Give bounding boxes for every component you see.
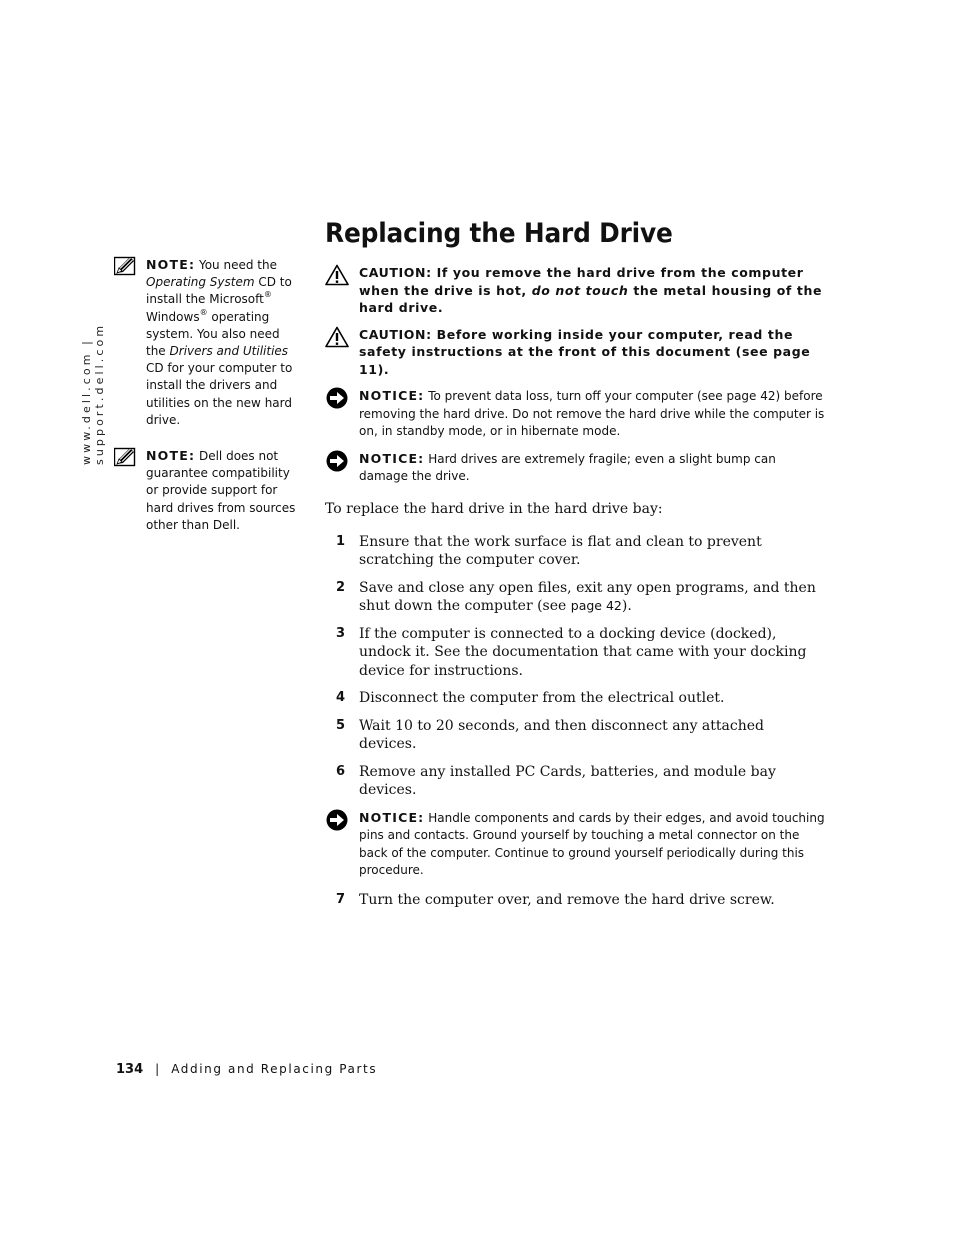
caution-hot-drive: CAUTION: If you remove the hard drive from the computer when the drive is hot, do not touch the metal housing of the hard drive.: [325, 264, 825, 317]
page-title: Replacing the Hard Drive: [325, 218, 673, 249]
sidebar-note-compatibility: NOTE: Dell does not guarantee compatibility or provide support for hard drives from sources other than Dell.: [114, 447, 300, 534]
notice-label: NOTICE:: [359, 388, 425, 403]
intro-text: To replace the hard drive in the hard drive bay:: [325, 500, 663, 517]
note-pencil-icon: [114, 447, 136, 467]
section-name: Adding and Replacing Parts: [171, 1062, 378, 1076]
page-reference: page 42: [570, 598, 622, 613]
notice-arrow-icon: [325, 809, 349, 831]
notice-handle-components: NOTICE: Handle components and cards by their edges, and avoid touching pins and contacts. Ground yourself by touching a metal connector on the back of the computer. Continue to ground yourself periodically during this procedure.: [325, 809, 825, 880]
step-item: 7 Turn the computer over, and remove the hard drive screw.: [336, 891, 775, 908]
step-item: 3 If the computer is connected to a docking device (docked), undock it. See the documentation that came with your docking device for instructions.: [336, 625, 807, 679]
caution-triangle-icon: [325, 326, 349, 348]
notice-label: NOTICE:: [359, 809, 425, 825]
notice-arrow-icon: [325, 387, 349, 409]
page-footer: [116, 1062, 377, 1077]
notice-label: NOTICE:: [359, 450, 425, 466]
notice-fragile: NOTICE: Hard drives are extremely fragile; even a slight bump can damage the drive.: [325, 450, 825, 486]
step-item: 1 Ensure that the work surface is flat and clean to prevent scratching the computer cover.: [336, 533, 762, 568]
drivers-cd-name: Drivers and Utilities: [169, 344, 289, 359]
step-item: 5 Wait 10 to 20 seconds, and then disconnect any attached devices.: [336, 717, 764, 752]
step-item: 2 Save and close any open files, exit any open programs, and then shut down the computer (see page 42).: [336, 579, 816, 614]
main-content: [325, 214, 825, 918]
page-number: 134: [116, 1062, 144, 1077]
os-cd-name: Operating System: [146, 275, 255, 290]
note-label: NOTE:: [146, 257, 196, 272]
note-label: NOTE:: [146, 448, 196, 464]
caution-triangle-icon: [325, 264, 349, 286]
caution-safety: CAUTION: Before working inside your computer, read the safety instructions at the front of this document (see page 11).: [325, 326, 825, 379]
sidebar-note-os-cd: NOTE: You need the Operating System CD to install the Microsoft® Windows® operating system. You also need the Drivers and Utilities CD for your computer to install the drivers and utilities on the new hard drive.: [114, 256, 300, 429]
notice-arrow-icon: [325, 450, 349, 472]
notice-data-loss: NOTICE: To prevent data loss, turn off your computer (see page 42) before removing the hard drive. Do not remove the hard drive while the computer is on, in standby mode, or in hibernate mode.: [325, 387, 825, 441]
step-item: 6 Remove any installed PC Cards, batteries, and module bay devices.: [336, 763, 776, 798]
step-item: 4 Disconnect the computer from the electrical outlet.: [336, 690, 725, 706]
side-url: www.dell.com | support.dell.com: [80, 322, 106, 465]
note-pencil-icon: [114, 256, 136, 276]
footer-separator: |: [155, 1062, 160, 1076]
sidebar: [114, 256, 300, 552]
